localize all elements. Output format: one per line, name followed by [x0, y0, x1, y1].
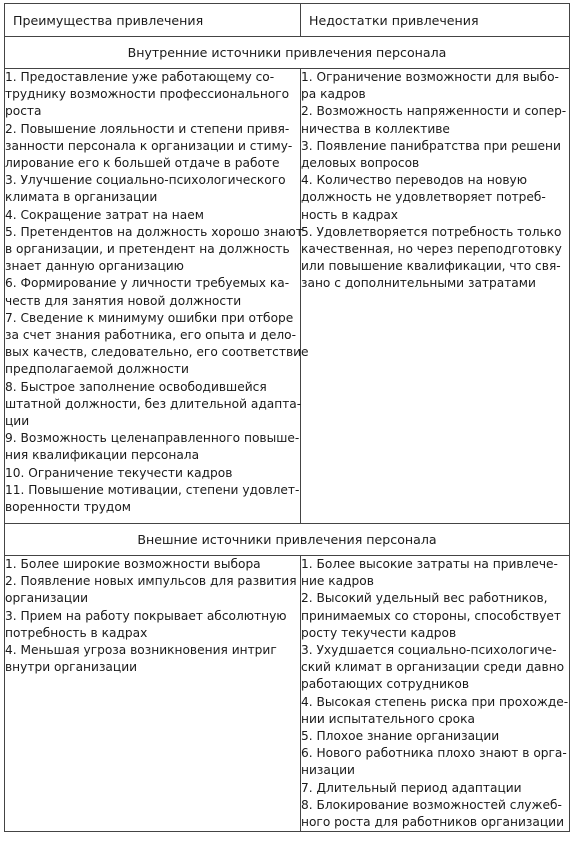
list-item: 3. Улучшение социально-психологического климата в организации [5, 173, 286, 205]
list-item: 11. Повышение мотивации, степени удовлет- воренности трудом [5, 482, 300, 515]
list-item: 2. Высокий удельный вес работников, принимаемых со стороны, способствует росту текучести кадров [301, 591, 561, 640]
list-item: 4. Меньшая угроза возникновения интриг внутри организации [5, 643, 277, 675]
list-item: 1. Более широкие возможности выбора [5, 557, 261, 571]
section-title-external: Внешние источники привлечения персонала [5, 524, 570, 556]
list-item: 4. Сокращение затрат на наем [5, 207, 204, 222]
list-item: 1. Ограничение возможности для выбо- ра кадров [301, 70, 559, 102]
list-item: 4. Высокая степень риска при прохожде- нии испытательного срока [301, 694, 569, 726]
disadvantages-cell-external [301, 556, 570, 832]
advantages-cell-internal [5, 69, 309, 524]
list-item: 5. Претендентов на должность хорошо знают в организации, и претендент на должность знает данную организацию [5, 224, 303, 274]
header-row [5, 4, 570, 37]
comparison-table [4, 3, 570, 832]
advantages-cell-external [5, 556, 301, 832]
list-item: 2. Появление новых импульсов для развития организации [5, 574, 297, 606]
list-item: 9. Возможность целенаправленного повыше- ния квалификации персонала [5, 431, 300, 463]
list-item: 3. Ухудшается социально-психологиче- ский климат в организации среди давно работающих сотрудников [301, 643, 565, 692]
list-item: 3. Прием на работу покрывает абсолютную потребность в кадрах [5, 608, 287, 640]
list-item: 5. Плохое знание организации [301, 729, 500, 744]
section-row-internal [5, 37, 570, 69]
list-item: 1. Более высокие затраты на привлече- ние кадров [301, 557, 558, 589]
list-item: 5. Удовлетворяется потребность только качественная, но через переподготовку или повышение квалификации, что свя- зано с дополнительными затратами [301, 224, 562, 291]
content-row-external [5, 556, 570, 832]
disadvantages-cell-internal [301, 69, 570, 524]
list-item: 2. Повышение лояльности и степени привя- занности персонала к организации и стиму- лирование его к большей отдаче в работе [5, 121, 293, 171]
list-item: 3. Появление панибратства при решени деловых вопросов [301, 138, 561, 171]
list-item: 8. Быстрое заполнение освободившейся штатной должности, без длительной адапта- ции [5, 379, 302, 429]
header-advantages: Преимущества привлечения [5, 4, 301, 37]
content-row-internal [5, 69, 570, 524]
list-item: 7. Длительный период адаптации [301, 780, 522, 795]
list-item: 4. Количество переводов на новую должность не удовлетворяет потреб- ность в кадрах [301, 173, 546, 222]
list-item: 8. Блокирование возможностей служеб- ного роста для работников организации [301, 797, 564, 830]
list-item: 6. Нового работника плохо знают в орга- низации [301, 746, 567, 778]
section-row-external [5, 524, 570, 556]
list-item: 2. Возможность напряженности и сопер- ничества в коллективе [301, 104, 567, 136]
list-item: 10. Ограничение текучести кадров [5, 465, 233, 480]
list-item: 6. Формирование у личности требуемых ка- честв для занятия новой должности [5, 276, 290, 308]
list-item: 1. Предоставление уже работающему со- труднику возможности профессионального роста [5, 70, 290, 119]
section-title-internal: Внутренние источники привлечения персонала [5, 37, 570, 69]
list-item: 7. Сведение к минимуму ошибки при отборе за счет знания работника, его опыта и дело- вых качеств, следовательно, его соответствие предполагаемой должности [5, 310, 309, 377]
header-disadvantages: Недостатки привлечения [301, 4, 570, 37]
